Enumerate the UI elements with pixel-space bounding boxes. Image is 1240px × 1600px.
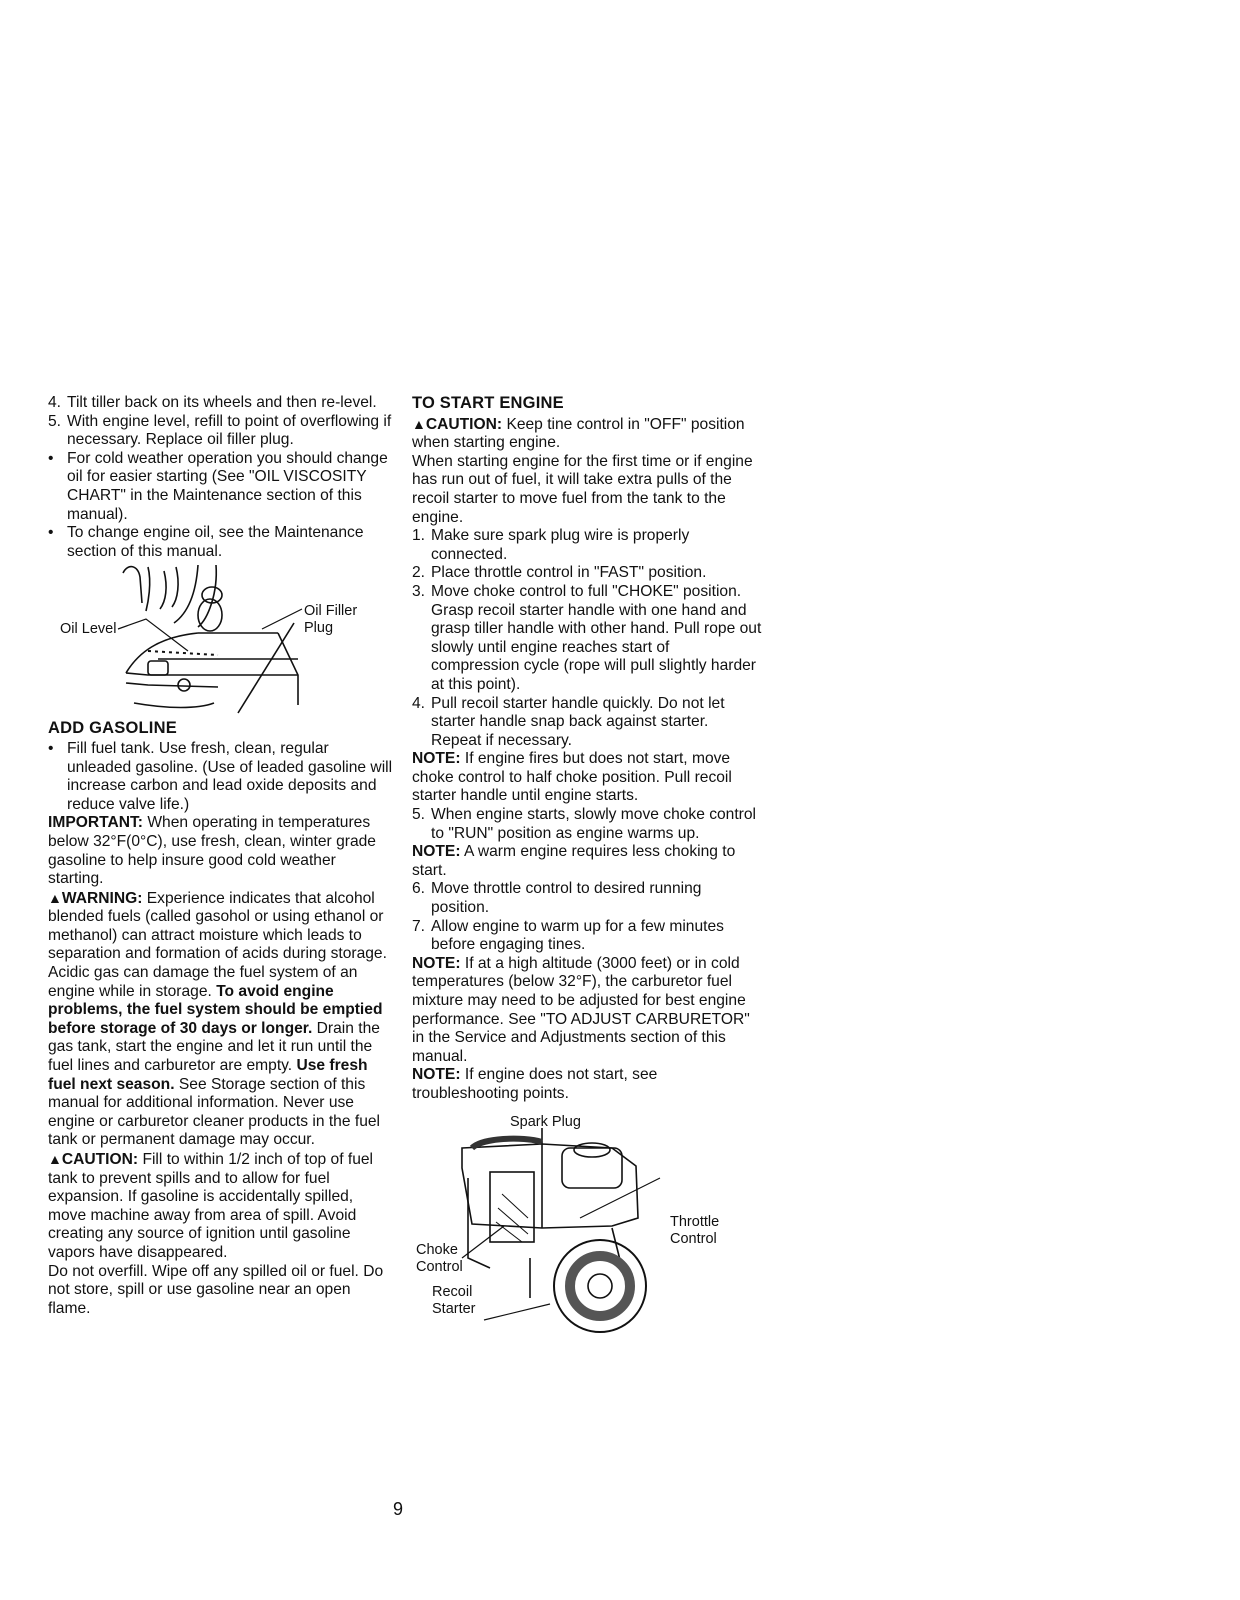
oil-level-figure <box>48 563 394 715</box>
oil-level-label: Oil Level <box>60 621 117 638</box>
list-item: 5. With engine level, refill to point of overflowing if necessary. Replace oil filler plug. <box>48 412 392 449</box>
list-item: 4. Pull recoil starter handle quickly. Do not let starter handle snap back against starter. Repeat if necessary. <box>412 694 725 749</box>
list-item: 4. Tilt tiller back on its wheels and then re-level. <box>48 394 377 411</box>
recoil-starter-label: Recoil <box>432 1283 473 1300</box>
list-item: 3. Move choke control to full "CHOKE" position. Grasp recoil starter handle with one hand and grasp tiller handle with other hand. Pull rope out slowly until engine reaches start of compression cycle (rope will pull slightly harder at this point). <box>412 582 762 693</box>
warning-icon: ▲ <box>48 889 62 906</box>
list-item: • For cold weather operation you should change oil for easier starting (See "OIL VISCOSITY CHART" in the Maintenance section of this manual). <box>48 449 388 523</box>
add-gasoline-heading: ADD GASOLINE <box>48 719 177 738</box>
page-number: 9 <box>393 1499 404 1519</box>
caution-icon: ▲ <box>48 1151 62 1167</box>
recoil-starter-label-line2: Starter <box>432 1300 476 1317</box>
closing-paragraph: Do not overfill. Wipe off any spilled oil or fuel. Do not store, spill or use gasoline near an open flame. <box>48 1262 384 1317</box>
caution-paragraph: ▲CAUTION: Fill to within 1/2 inch of top of fuel tank to prevent spills and to allow for fuel expansion. If gasoline is accidentally spilled, move machine away from area of spill. Avoid creating any source of ignition until gasoline vapors have disappeared. <box>48 1151 374 1261</box>
important-paragraph: IMPORTANT: When operating in temperatures below 32°F(0°C), use fresh, clean, winter grade gasoline to help insure good cold weather starting. <box>48 814 376 888</box>
list-item: • To change engine oil, see the Maintenance section of this manual. <box>48 524 364 560</box>
intro-paragraph: When starting engine for the first time or if engine has run out of fuel, it will take extra pulls of the recoil starter to move fuel from the tank to the engine. <box>412 452 753 526</box>
left-column <box>48 394 394 1318</box>
warning-paragraph: ▲WARNING: Experience indicates that alcohol blended fuels (called gasohol or using ethanol or methanol) can attract moisture which leads to separation and formation of acids during storage. Acidic gas can damage the fuel system of an engine while in storage. To avoid engine problems, the fuel system should be emptied before storage of 30 days or longer. Drain the gas tank, start the engine and let it run until the fuel lines and carburetor are empty. Use fresh fuel next season. See Storage section of this manual for additional information. Never use engine or carburetor cleaner products in the fuel tank or permanent damage may occur. <box>48 889 387 1149</box>
throttle-control-label-line2: Control <box>670 1230 717 1247</box>
to-start-engine-heading: TO START ENGINE <box>412 394 564 412</box>
oil-filler-label: Oil Filler <box>304 603 358 620</box>
spark-plug-label: Spark Plug <box>510 1113 581 1130</box>
note-paragraph: NOTE: If at a high altitude (3000 feet) or in cold temperatures (below 32°F), the carburetor fuel mixture may need to be adjusted for best engine performance. See "TO ADJUST CARBURETOR" in the Service and Adjustments section of this manual. <box>412 954 750 1065</box>
note-paragraph: NOTE: If engine fires but does not start, move choke control to half choke position. Pull recoil starter handle until engine starts. <box>412 750 732 805</box>
right-column <box>412 394 762 1348</box>
throttle-control-label: Throttle <box>670 1213 720 1230</box>
list-item: 2. Place throttle control in "FAST" position. <box>412 564 707 582</box>
list-item: • Fill fuel tank. Use fresh, clean, regular unleaded gasoline. (Use of leaded gasoline will increase carbon and lead oxide deposits and reduce valve life.) <box>48 739 393 813</box>
choke-control-label: Choke <box>416 1241 458 1258</box>
note-paragraph: NOTE: If engine does not start, see troubleshooting points. <box>412 1066 658 1102</box>
oil-fill-illustration <box>48 563 394 715</box>
note-paragraph: NOTE: A warm engine requires less choking to start. <box>412 843 736 879</box>
list-item: 5. When engine starts, slowly move choke control to "RUN" position as engine warms up. <box>412 806 757 842</box>
caution-icon: ▲ <box>412 415 426 432</box>
list-item: 7. Allow engine to warm up for a few minutes before engaging tines. <box>412 917 724 954</box>
caution-paragraph: ▲CAUTION: Keep tine control in "OFF" position when starting engine. <box>412 415 745 452</box>
list-item: 6. Move throttle control to desired running position. <box>412 880 702 917</box>
engine-figure <box>412 1108 762 1348</box>
oil-filler-label-line2: Plug <box>304 620 334 637</box>
list-item: 1. Make sure spark plug wire is properly connected. <box>412 527 690 563</box>
choke-control-label-line2: Control <box>416 1258 463 1275</box>
